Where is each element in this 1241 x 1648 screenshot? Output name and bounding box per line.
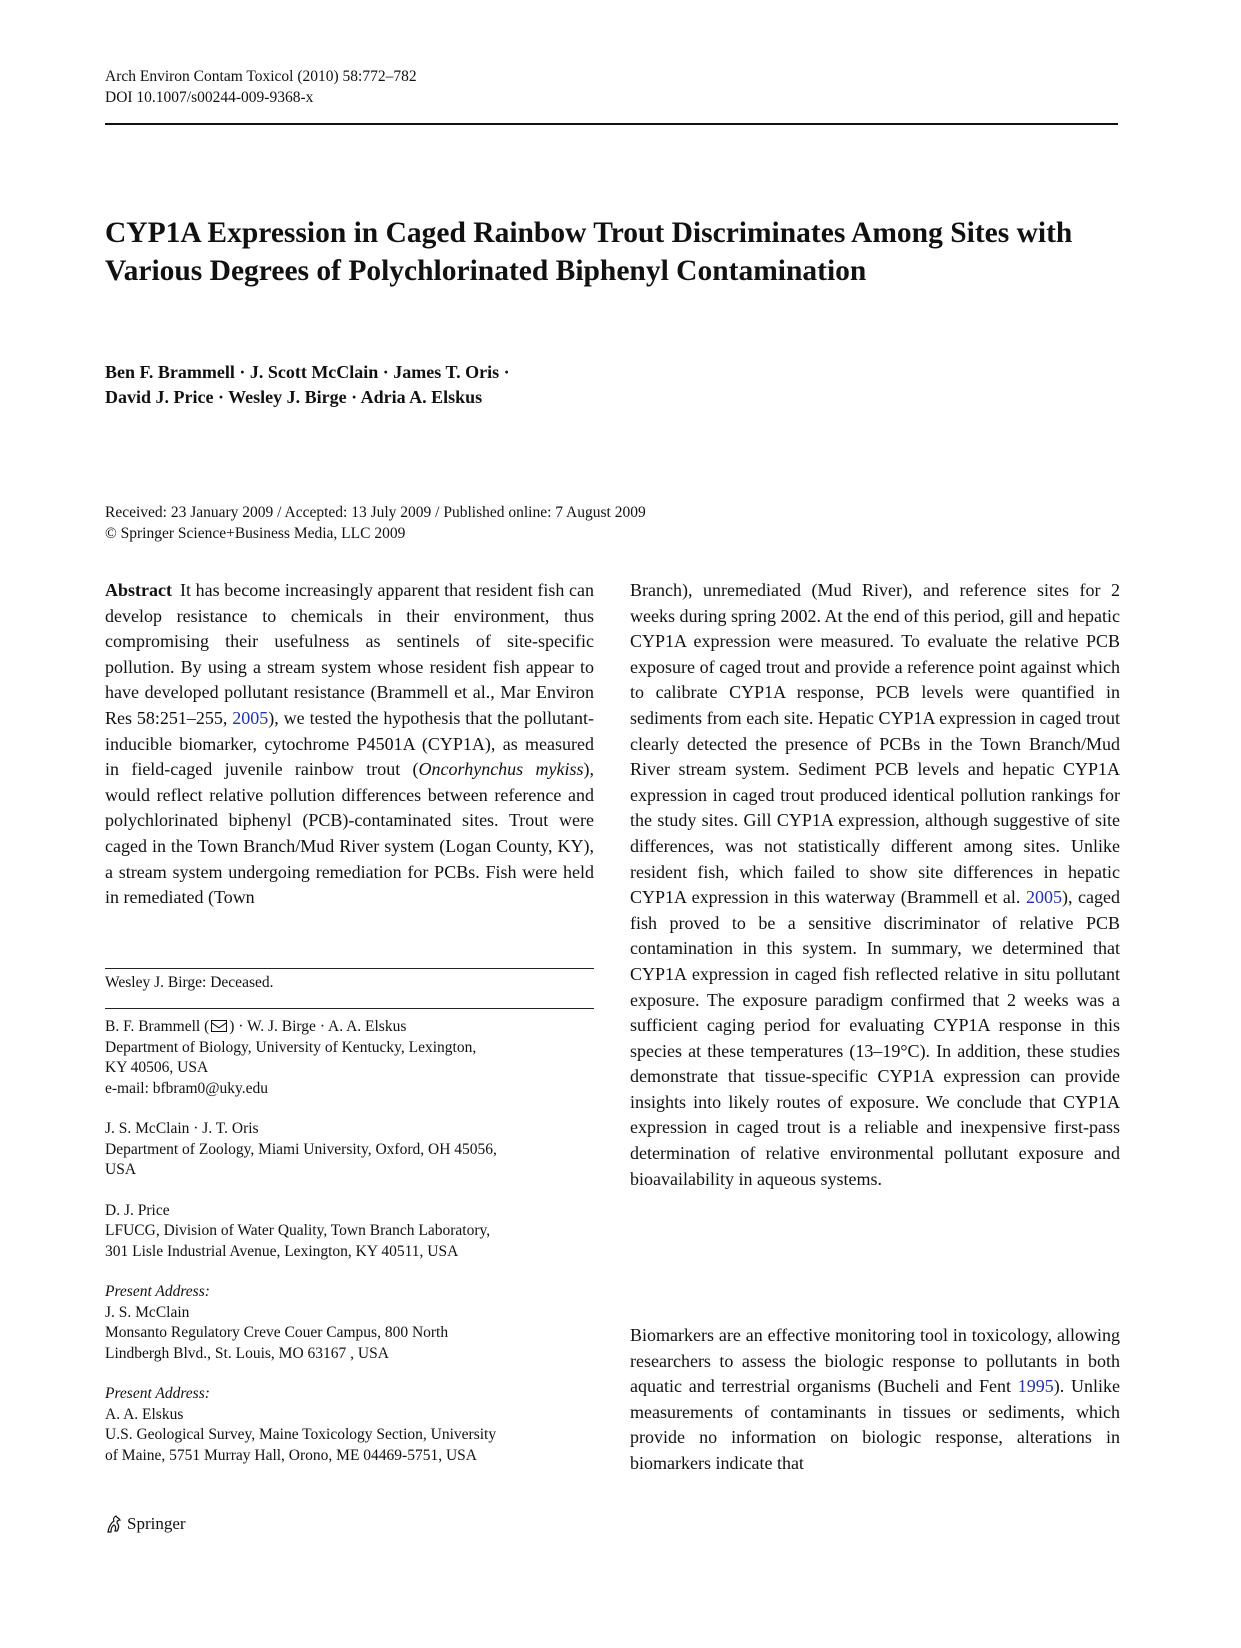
aff3-dept: LFUCG, Division of Water Quality, Town Branch Laboratory, <box>105 1222 491 1239</box>
email-link[interactable]: e-mail: bfbram0@uky.edu <box>105 1079 269 1097</box>
aff2-names: J. S. McClain · J. T. Oris <box>105 1120 259 1137</box>
abstract-right <box>630 578 1120 1192</box>
present1-line1: Monsanto Regulatory Creve Couer Campus, 800 North <box>105 1324 449 1341</box>
author-list <box>105 360 510 410</box>
affiliation-1 <box>105 1017 585 1099</box>
abstract-label: Abstract <box>105 580 172 600</box>
publication-history <box>105 502 646 544</box>
present1-name: J. S. McClain <box>105 1303 190 1321</box>
publisher-footer <box>105 1513 186 1535</box>
doi[interactable]: DOI 10.1007/s00244-009-9368-x <box>105 89 314 106</box>
abstract-text-2: ), we tested the hypothesis that the pollutant-inducible biomarker, cytochrome P4501A (CYP1A), as measured in field-caged juvenile rainbow trout ( <box>105 707 594 780</box>
journal-header <box>105 66 417 108</box>
abstract-text-4: Branch), unremediated (Mud River), and reference sites for 2 weeks during spring 2002. At the end of this period, gill and hepatic CYP1A expression were measured. To evaluate the relative PCB exposure of caged trout and provide a reference point against which to calibrate CYP1A response, PCB levels were quantified in sediments from each site. Hepatic CYP1A expression in caged trout clearly detected the presence of PCBs in the Town Branch/Mud River stream system. Sediment PCB levels and hepatic CYP1A expression in caged trout produced identical pollution rankings for the study sites. Gill CYP1A expression, although suggestive of site differences, was not statistically different among sites. Unlike resident fish, which failed to show site differences in hepatic CYP1A expression in this waterway (Brammell et al. <box>630 580 1120 908</box>
affiliation-2 <box>105 1119 585 1181</box>
springer-horse-icon <box>105 1514 123 1534</box>
affiliations <box>105 1017 585 1486</box>
journal-citation: Arch Environ Contam Toxicol (2010) 58:772–782 <box>105 68 417 85</box>
header-rule <box>105 123 1118 125</box>
present-address-label: Present Address: <box>105 1283 210 1300</box>
footnote-rule-bottom <box>105 1008 594 1009</box>
present2-line2: of Maine, 5751 Murray Hall, Orono, ME 04469-5751, USA <box>105 1446 477 1464</box>
present-address-2 <box>105 1384 585 1466</box>
intro-text-1: Biomarkers are an effective monitoring tool in toxicology, allowing researchers to assess the biologic response to pollutants in both aquatic and terrestrial organisms (Bucheli and Fent <box>630 1325 1120 1397</box>
copyright-line: © Springer Science+Business Media, LLC 2009 <box>105 525 406 542</box>
present2-line1: U.S. Geological Survey, Maine Toxicology Section, University <box>105 1426 497 1443</box>
affiliation-3 <box>105 1201 585 1263</box>
deceased-note: Wesley J. Birge: Deceased. <box>105 974 274 991</box>
present2-name: A. A. Elskus <box>105 1405 184 1423</box>
aff1-names-rest: ) · W. J. Birge · A. A. Elskus <box>229 1018 407 1035</box>
article-title: CYP1A Expression in Caged Rainbow Trout Discriminates Among Sites with Various Degrees of Polychlorinated Biphenyl Contamination <box>105 217 1073 287</box>
introduction <box>630 1323 1120 1477</box>
intro-text-2: ). Unlike measurements of contaminants in tissues or sediments, which provide no information on biologic response, alterations in biomarkers indicate that <box>630 1376 1121 1473</box>
citation-link[interactable]: 1995 <box>1017 1376 1054 1397</box>
abstract-text-5: ), caged fish proved to be a sensitive discriminator of relative PCB contamination in this system. In summary, we determined that CYP1A expression in caged fish reflected relative in situ pollutant exposure. The exposure paradigm confirmed that 2 weeks was a sufficient caging period for evaluating CYP1A response in this species at these temperatures (13–19°C). In addition, these studies demonstrate that tissue-specific CYP1A expression can provide insights into likely routes of exposure. We conclude that CYP1A expression in caged trout is a reliable and inexpensive first-pass determination of relative environmental pollutant exposure and bioavailability in aqueous systems. <box>630 887 1120 1189</box>
abstract-text-1: It has become increasingly apparent that resident fish can develop resistance to chemicals in their environment, thus compromising their usefulness as sentinels of site-specific pollution. By using a stream system whose resident fish appear to have developed pollutant resistance (Brammell et al., Mar Environ Res 58:251–255, <box>105 580 594 728</box>
aff2-addr: USA <box>105 1161 137 1178</box>
aff1-dept: Department of Biology, University of Kentucky, Lexington, <box>105 1038 477 1056</box>
species-name: Oncorhynchus mykiss <box>418 759 584 780</box>
present-address-label: Present Address: <box>105 1385 210 1402</box>
aff2-dept: Department of Zoology, Miami University, Oxford, OH 45056, <box>105 1140 497 1158</box>
aff3-addr: 301 Lisle Industrial Avenue, Lexington, KY 40511, USA <box>105 1242 459 1260</box>
abstract-left <box>105 578 594 911</box>
authors-line-1: Ben F. Brammell · J. Scott McClain · James T. Oris · <box>105 362 510 382</box>
abstract-text-3: ), would reflect relative pollution differences between reference and polychlorinated biphenyl (PCB)-contaminated sites. Trout were caged in the Town Branch/Mud River system (Logan County, KY), a stream system undergoing remediation for PCBs. Fish were held in remediated (Town <box>105 759 594 908</box>
dates-line: Received: 23 January 2009 / Accepted: 13 July 2009 / Published online: 7 August 2009 <box>105 504 646 521</box>
aff1-names: B. F. Brammell ( <box>105 1018 210 1035</box>
present-address-1 <box>105 1282 585 1364</box>
envelope-icon[interactable] <box>211 1020 227 1032</box>
authors-line-2: David J. Price · Wesley J. Birge · Adria A. Elskus <box>105 387 483 407</box>
citation-link[interactable]: 2005 <box>1025 887 1062 908</box>
publisher-name: Springer <box>127 1514 186 1533</box>
aff1-addr: KY 40506, USA <box>105 1059 209 1076</box>
present1-line2: Lindbergh Blvd., St. Louis, MO 63167 , USA <box>105 1344 389 1362</box>
footnote-rule-top <box>105 968 594 969</box>
aff3-name: D. J. Price <box>105 1201 170 1219</box>
citation-link[interactable]: 2005 <box>232 707 269 728</box>
